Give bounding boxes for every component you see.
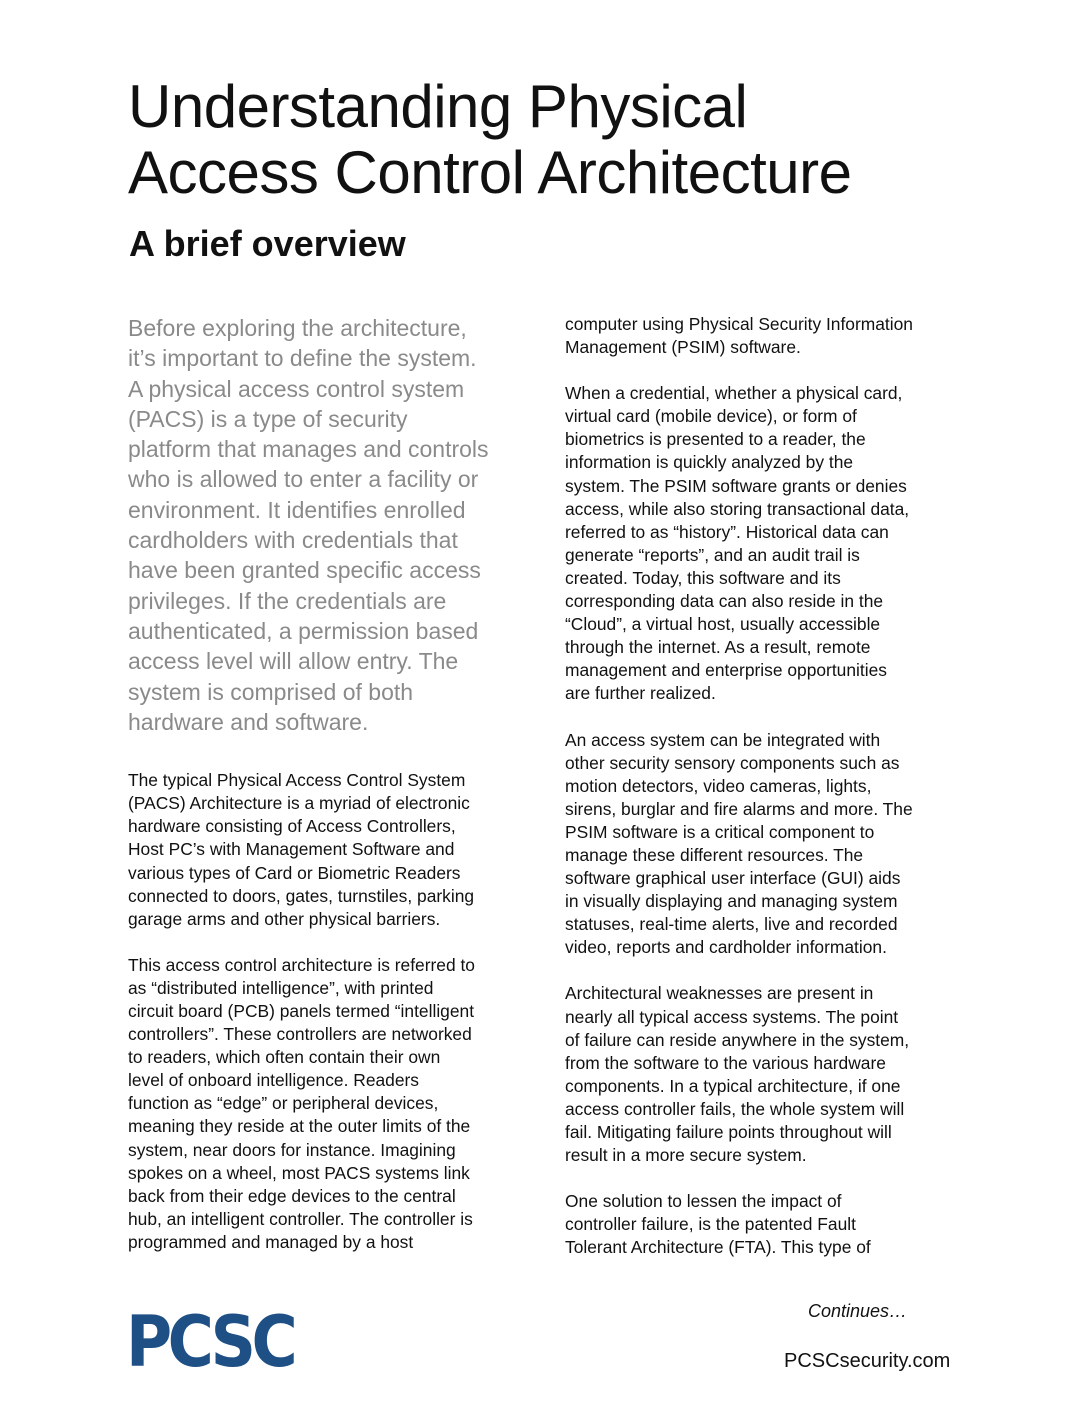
text-line: access, while also storing transactional data, [565,498,910,519]
text-line: “Cloud”, a virtual host, usually accessible [565,614,881,635]
page-title [128,74,1028,206]
lead-line: (PACS) is a type of security [128,405,408,432]
lead-line: authenticated, a permission based [128,617,479,644]
text-line: nearly all typical access systems. The point [565,1006,899,1027]
text-line: sirens, burglar and fire alarms and more. The [565,798,913,819]
text-line: Architectural weaknesses are present in [565,983,874,1004]
lead-line: who is allowed to enter a facility or [128,466,479,493]
text-line: management and enterprise opportunities [565,660,887,681]
title-line: Access Control Architecture [128,139,852,206]
body-paragraph [128,769,528,931]
lead-line: it’s important to define the system. [128,345,477,372]
text-line: to readers, which often contain their own [128,1047,441,1068]
text-line: connected to doors, gates, turnstiles, parking [128,885,475,906]
text-line: components. In a typical architecture, if one [565,1075,901,1096]
text-line: from the software to the various hardware [565,1052,886,1073]
text-line: hardware consisting of Access Controllers, [128,816,456,837]
text-line: programmed and managed by a host [128,1231,414,1252]
text-line: statuses, real-time alerts, live and recorded [565,914,898,935]
text-line: computer using Physical Security Information [565,314,913,334]
body-paragraph [565,982,965,1167]
text-line: circuit board (PCB) panels termed “intelligent [128,1001,475,1021]
lead-line: hardware and software. [128,708,369,735]
lead-line: access level will allow entry. The [128,648,459,675]
text-line: (PACS) Architecture is a myriad of electronic [128,793,470,814]
text-line: This access control architecture is referred to [128,954,475,975]
lead-line: cardholders with credentials that [128,527,458,554]
text-line: function as “edge” or peripheral devices, [128,1093,439,1114]
text-line: software graphical user interface (GUI) aids [565,868,901,889]
text-line: created. Today, this software and its [565,567,841,588]
website-url: PCSCsecurity.com [784,1350,951,1372]
text-line: virtual card (mobile device), or form of [565,406,857,427]
title-line: Understanding Physical [128,73,748,140]
text-line: One solution to lessen the impact of [565,1191,842,1212]
text-line: controllers”. These controllers are networked [128,1024,472,1045]
text-line: system, near doors for instance. Imagining [128,1139,456,1160]
text-line: When a credential, whether a physical card, [565,383,903,404]
pcsc-logo: PCSC [126,1301,294,1383]
text-line: back from their edge devices to the central [128,1185,456,1206]
text-line: as “distributed intelligence”, with printed [128,977,434,998]
body-paragraph [565,729,965,960]
text-line: result in a more secure system. [565,1145,807,1166]
body-paragraph [565,1190,965,1259]
text-line: access controller fails, the whole system will [565,1098,905,1119]
continues-note: Continues… [808,1301,908,1321]
text-line: fail. Mitigating failure points throughout will [565,1122,892,1142]
lead-line: A physical access control system [128,375,465,402]
body-paragraph [565,313,965,359]
text-line: level of onboard intelligence. Readers [128,1070,419,1091]
page-subtitle: A brief overview [129,223,406,264]
text-line: PSIM software is a critical component to [565,821,875,842]
text-line: controller failure, is the patented Fault [565,1214,856,1235]
body-paragraph [565,382,965,705]
text-line: Management (PSIM) software. [565,337,801,358]
lead-line: system is comprised of both [128,678,414,705]
text-line: manage these different resources. The [565,844,864,865]
text-line: referred to as “history”. Historical data can [565,521,889,542]
text-line: generate “reports”, and an audit trail is [565,544,860,565]
body-paragraph [128,954,528,1254]
text-line: An access system can be integrated with [565,729,881,750]
lead-paragraph [128,313,528,737]
lead-line: have been granted specific access [128,557,481,584]
text-line: through the internet. As a result, remote [565,637,871,658]
text-line: garage arms and other physical barriers. [128,908,441,929]
text-line: Host PC’s with Management Software and [128,839,455,860]
text-line: corresponding data can also reside in the [565,591,884,612]
lead-line: Before exploring the architecture, [128,315,467,341]
text-line: Tolerant Architecture (FTA). This type of [565,1237,871,1258]
text-line: in visually displaying and managing system [565,891,898,912]
lead-line: environment. It identifies enrolled [128,496,466,523]
right-column [565,313,965,1282]
text-line: hub, an intelligent controller. The controller is [128,1208,473,1229]
text-line: system. The PSIM software grants or denies [565,475,907,496]
text-line: biometrics is presented to a reader, the [565,429,866,450]
text-line: The typical Physical Access Control System [128,770,466,791]
text-line: video, reports and cardholder information. [565,937,887,958]
text-line: information is quickly analyzed by the [565,452,854,473]
text-line: are further realized. [565,683,716,704]
lead-line: platform that manages and controls [128,436,489,463]
text-line: spokes on a wheel, most PACS systems link [128,1162,470,1183]
lead-line: privileges. If the credentials are [128,587,447,614]
text-line: various types of Card or Biometric Readers [128,862,461,883]
left-column [128,313,528,1277]
text-line: other security sensory components such as [565,752,900,773]
text-line: motion detectors, video cameras, lights, [565,775,872,796]
text-line: of failure can reside anywhere in the system, [565,1029,910,1050]
text-line: meaning they reside at the outer limits of the [128,1116,471,1137]
